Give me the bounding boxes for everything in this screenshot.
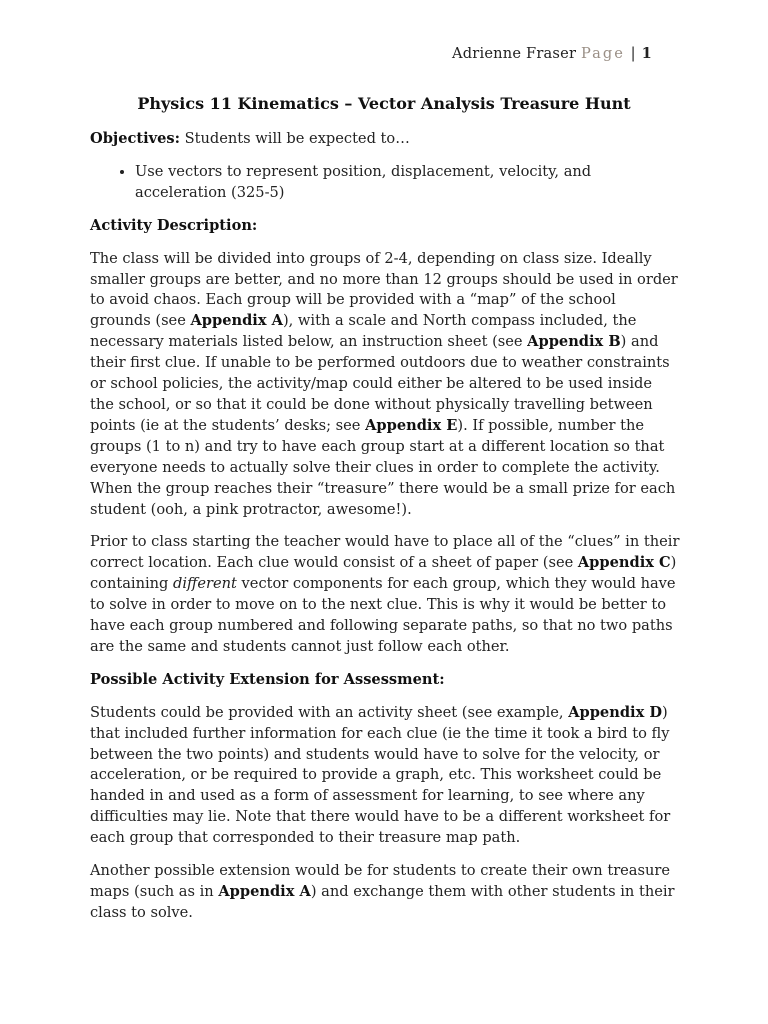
text-run: The class will be divided into groups of 2-4, depending on class size. Ideally smaller groups are better, and no more than 12 groups should be used in order to avoid chaos. Each group will be provided with a “map” of the school grounds (see [90,249,678,330]
objectives-list [90,162,680,204]
appendix-reference: Appendix B [527,333,621,351]
activity-heading: Activity Description: [90,216,258,234]
text-run: vector components for each group, which they would have to solve in order to move on to the next clue. This is why it would be better to have each group numbered and following separate paths, so that no two paths are the same and students cannot just follow each other. [90,575,676,655]
text-run: ). If possible, number the groups (1 to n) and try to have each group start at a different location so that everyone needs to actually solve their clues in order to complete the activity. When the group reaches their “treasure” there would be a small prize for each student (ooh, a pink protractor, awesome!). [90,416,676,518]
text-run: Prior to class starting the teacher would have to place all of the “clues” in their correct location. Each clue would consist of a sheet of paper (see [90,533,680,572]
objectives-intro: Students will be expected to… [184,130,410,147]
appendix-reference: Appendix A [218,883,311,900]
objectives-label: Objectives: [90,130,181,147]
appendix-reference: Appendix D [568,703,663,721]
text-run: Students could be provided with an activity sheet (see example, [90,703,569,721]
page-number: 1 [641,45,652,62]
page-header [452,44,652,64]
text-run: ), with a scale and North compass included, the necessary materials listed below, an instruction sheet (see [90,312,637,351]
page-word: Page [580,45,625,62]
extension-heading: Possible Activity Extension for Assessment: [90,670,445,688]
text-run: ) that included further information for each clue (ie the time it took a bird to fly between the two points) and students would have to solve for the velocity, or acceleration, or be required to provide a graph, etc. This worksheet could be handed in and used as a form of assessment for learning, to see where any difficulties may lie. Note that there would have to be a different worksheet for each group that corresponded to their treasure map path. [90,703,671,847]
page-title: Physics 11 Kinematics – Vector Analysis Treasure Hunt [137,94,631,113]
text-run: ) containing [90,554,677,593]
emphasis-text: different [173,575,237,593]
author-name: Adrienne Fraser [452,45,577,62]
activity-paragraph-1 [90,249,680,521]
appendix-reference: Appendix C [577,554,671,572]
text-run: Another possible extension would be for students to create their own treasure maps (such as in [90,862,671,900]
objectives-line [90,129,680,150]
appendix-reference: Appendix A [190,312,283,330]
text-run: ) and exchange them with other students in their class to solve. [90,883,675,921]
appendix-reference: Appendix E [365,416,458,434]
activity-paragraph-2 [90,532,680,657]
extension-paragraph-2 [90,861,680,924]
objective-item: • Use vectors to represent position, displacement, velocity, and acceleration (325-5) [135,162,680,204]
document-body [90,129,680,936]
text-run: ) and their first clue. If unable to be performed outdoors due to weather constraints or school policies, the activity/map could either be altered to be used inside the school, or so that it could be done without physically travelling between points (ie at the students’ desks; see [90,333,670,434]
header-separator: | [630,45,636,62]
extension-paragraph-1 [90,703,680,849]
